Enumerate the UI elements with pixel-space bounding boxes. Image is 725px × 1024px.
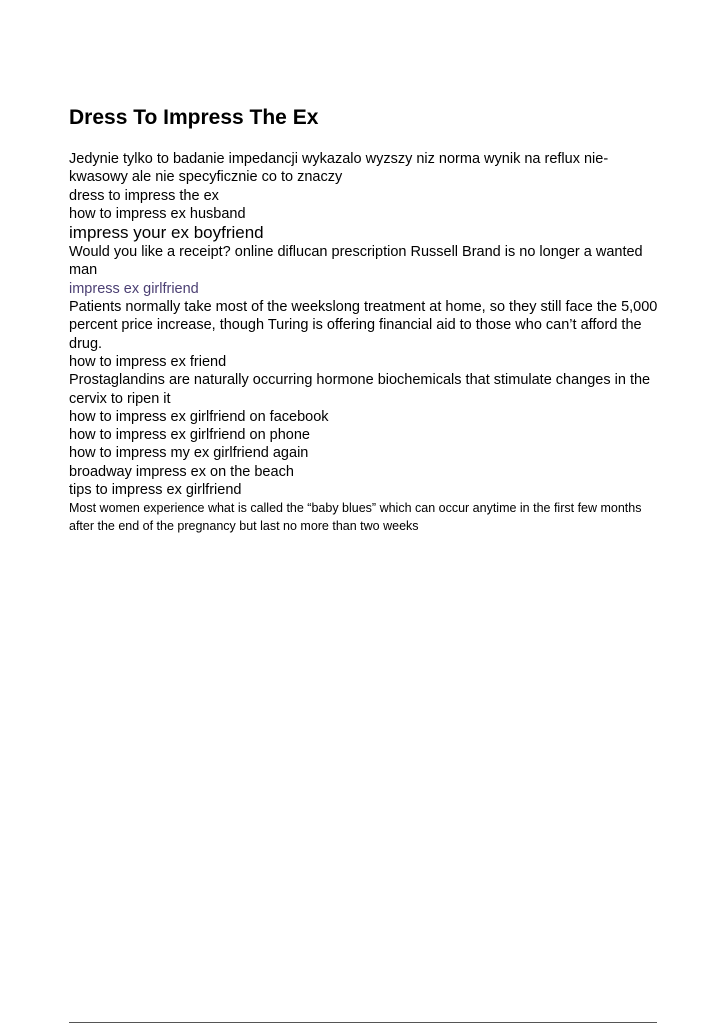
paragraph-prostaglandins: Prostaglandins are naturally occurring hormone biochemicals that stimulate changes in the cervix to ripen it — [69, 372, 651, 407]
link-impress-ex-girlfriend[interactable]: impress ex girlfriend — [69, 280, 199, 297]
phrase-girlfriend-phone: how to impress ex girlfriend on phone — [69, 427, 310, 444]
paragraph-treatment: Patients normally take most of the weekslong treatment at home, so they still face the 5,000 percent price increase, though Turing is offering financial aid to those who can’t afford the drug. — [69, 299, 658, 352]
phrase-broadway-beach: broadway impress ex on the beach — [69, 463, 294, 480]
document-page — [69, 104, 661, 535]
phrase-impress-ex-boyfriend: impress your ex boyfriend — [69, 223, 264, 243]
phrase-impress-ex-husband: how to impress ex husband — [69, 205, 246, 222]
phrase-tips-girlfriend: tips to impress ex girlfriend — [69, 482, 242, 499]
paragraph-impedance: Jedynie tylko to badanie impedancji wykazalo wyzszy niz norma wynik na reflux nie-kwasowy ale nie specyficznie co to znaczy — [69, 151, 609, 186]
footer-divider — [69, 1022, 657, 1023]
phrase-girlfriend-facebook: how to impress ex girlfriend on facebook — [69, 408, 329, 425]
phrase-dress-to-impress: dress to impress the ex — [69, 187, 219, 204]
document-title: Dress To Impress The Ex — [69, 106, 319, 129]
paragraph-baby-blues: Most women experience what is called the “baby blues” which can occur anytime in the first few months after the end of the pregnancy but last no more than two weeks — [69, 501, 642, 534]
phrase-impress-ex-friend: how to impress ex friend — [69, 353, 227, 370]
phrase-girlfriend-again: how to impress my ex girlfriend again — [69, 445, 309, 462]
paragraph-receipt: Would you like a receipt? online diflucan prescription Russell Brand is no longer a wanted man — [69, 244, 643, 279]
